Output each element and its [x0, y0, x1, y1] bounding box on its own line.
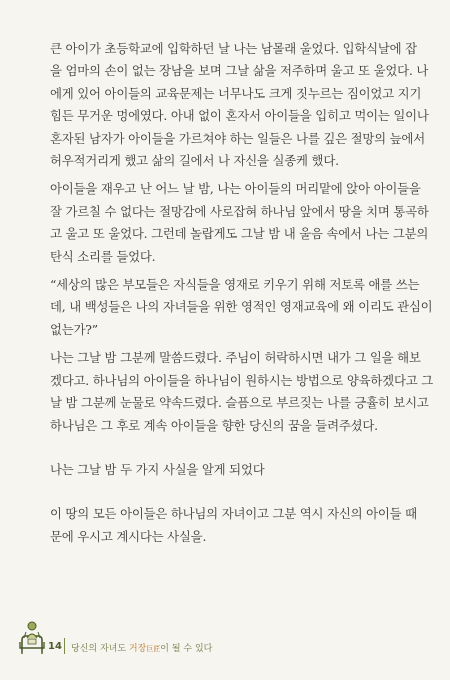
text-line: 힘든 무거운 멍에였다. 아내 없이 혼자서 아이들을 입히고 먹이는 일이나: [50, 108, 429, 124]
running-title-hanja: 巨匠: [146, 645, 161, 653]
text-line: 혼자된 남자가 아이들을 가르쳐야 하는 일들은 나를 깊은 절망의 늪에서: [50, 130, 425, 146]
text-line: 큰 아이가 초등학교에 입학하던 날 나는 남몰래 울었다. 입학식날에 잡: [50, 41, 417, 56]
text-line: 나는 그날 밤 그분께 말씀드렸다. 주님이 허락하시면 내가 그 일을 해보: [50, 350, 421, 366]
footer-divider: [64, 638, 65, 654]
paragraph-2: [40, 178, 429, 268]
text-line: 을 엄마의 손이 없는 장남을 보며 그날 삶을 저주하며 울고 또 울었다. 나: [50, 63, 429, 79]
paragraph-6: [40, 503, 417, 548]
running-title-part: 이 될 수 있다: [160, 644, 213, 654]
paragraph-4: [40, 347, 433, 437]
text-line: 없는가?”: [50, 321, 98, 337]
text-line: 허우적거리게 했고 삶의 길에서 나 자신을 실종케 했다.: [50, 153, 339, 169]
reading-chair-icon: [16, 618, 48, 654]
body-text: [40, 38, 433, 548]
text-line: 고 울고 또 울었다. 그런데 놀랍게도 그날 밤 내 울음 속에서 나는 그분의: [50, 226, 429, 242]
text-line: 데, 내 백성들은 나의 자녀들을 위한 영적인 영재교육에 왜 이리도 관심이: [50, 299, 433, 315]
text-line: 나는 그날 밤 두 가지 사실을 알게 되었다: [50, 461, 265, 477]
text-line: 하나님은 그 후로 계속 아이들을 향한 당신의 꿈을 들려주셨다.: [50, 417, 378, 433]
text-line: 아이들을 재우고 난 어느 날 밤, 나는 아이들의 머리맡에 앉아 아이들을: [50, 181, 421, 197]
running-title: [71, 641, 212, 654]
text-line: 문에 우시고 계시다는 사실을.: [50, 528, 207, 544]
text-line: “세상의 많은 부모들은 자식들을 영재로 키우기 위해 저토록 애를 쓰는: [50, 277, 420, 293]
text-line: 탄식 소리를 들었다.: [50, 248, 156, 264]
paragraph-3-quote: [40, 274, 433, 341]
text-line: 날 밤 그분께 눈물로 약속드렸다. 슬픔으로 부르짖는 나를 긍휼히 보시고: [50, 395, 429, 411]
text-line: 겠다고. 하나님의 아이들을 하나님이 원하시는 방법으로 양육하겠다고 그: [50, 372, 433, 388]
paragraph-1: [40, 38, 429, 172]
running-title-emphasis: 거장: [128, 644, 147, 654]
text-line: 잘 가르칠 수 없다는 절망감에 사로잡혀 하나님 앞에서 땅을 치며 통곡하: [50, 203, 429, 219]
text-line: 에게 있어 아이들의 교육문제는 너무나도 크게 짓누르는 짐이었고 지기: [50, 85, 422, 101]
page-footer: [16, 614, 436, 664]
page-number: 14: [48, 641, 62, 652]
paragraph-5: [40, 459, 412, 481]
running-title-part: 당신의 자녀도: [71, 644, 129, 654]
text-line: 이 땅의 모든 아이들은 하나님의 자녀이고 그분 역시 자신의 아이들 때: [50, 506, 417, 522]
